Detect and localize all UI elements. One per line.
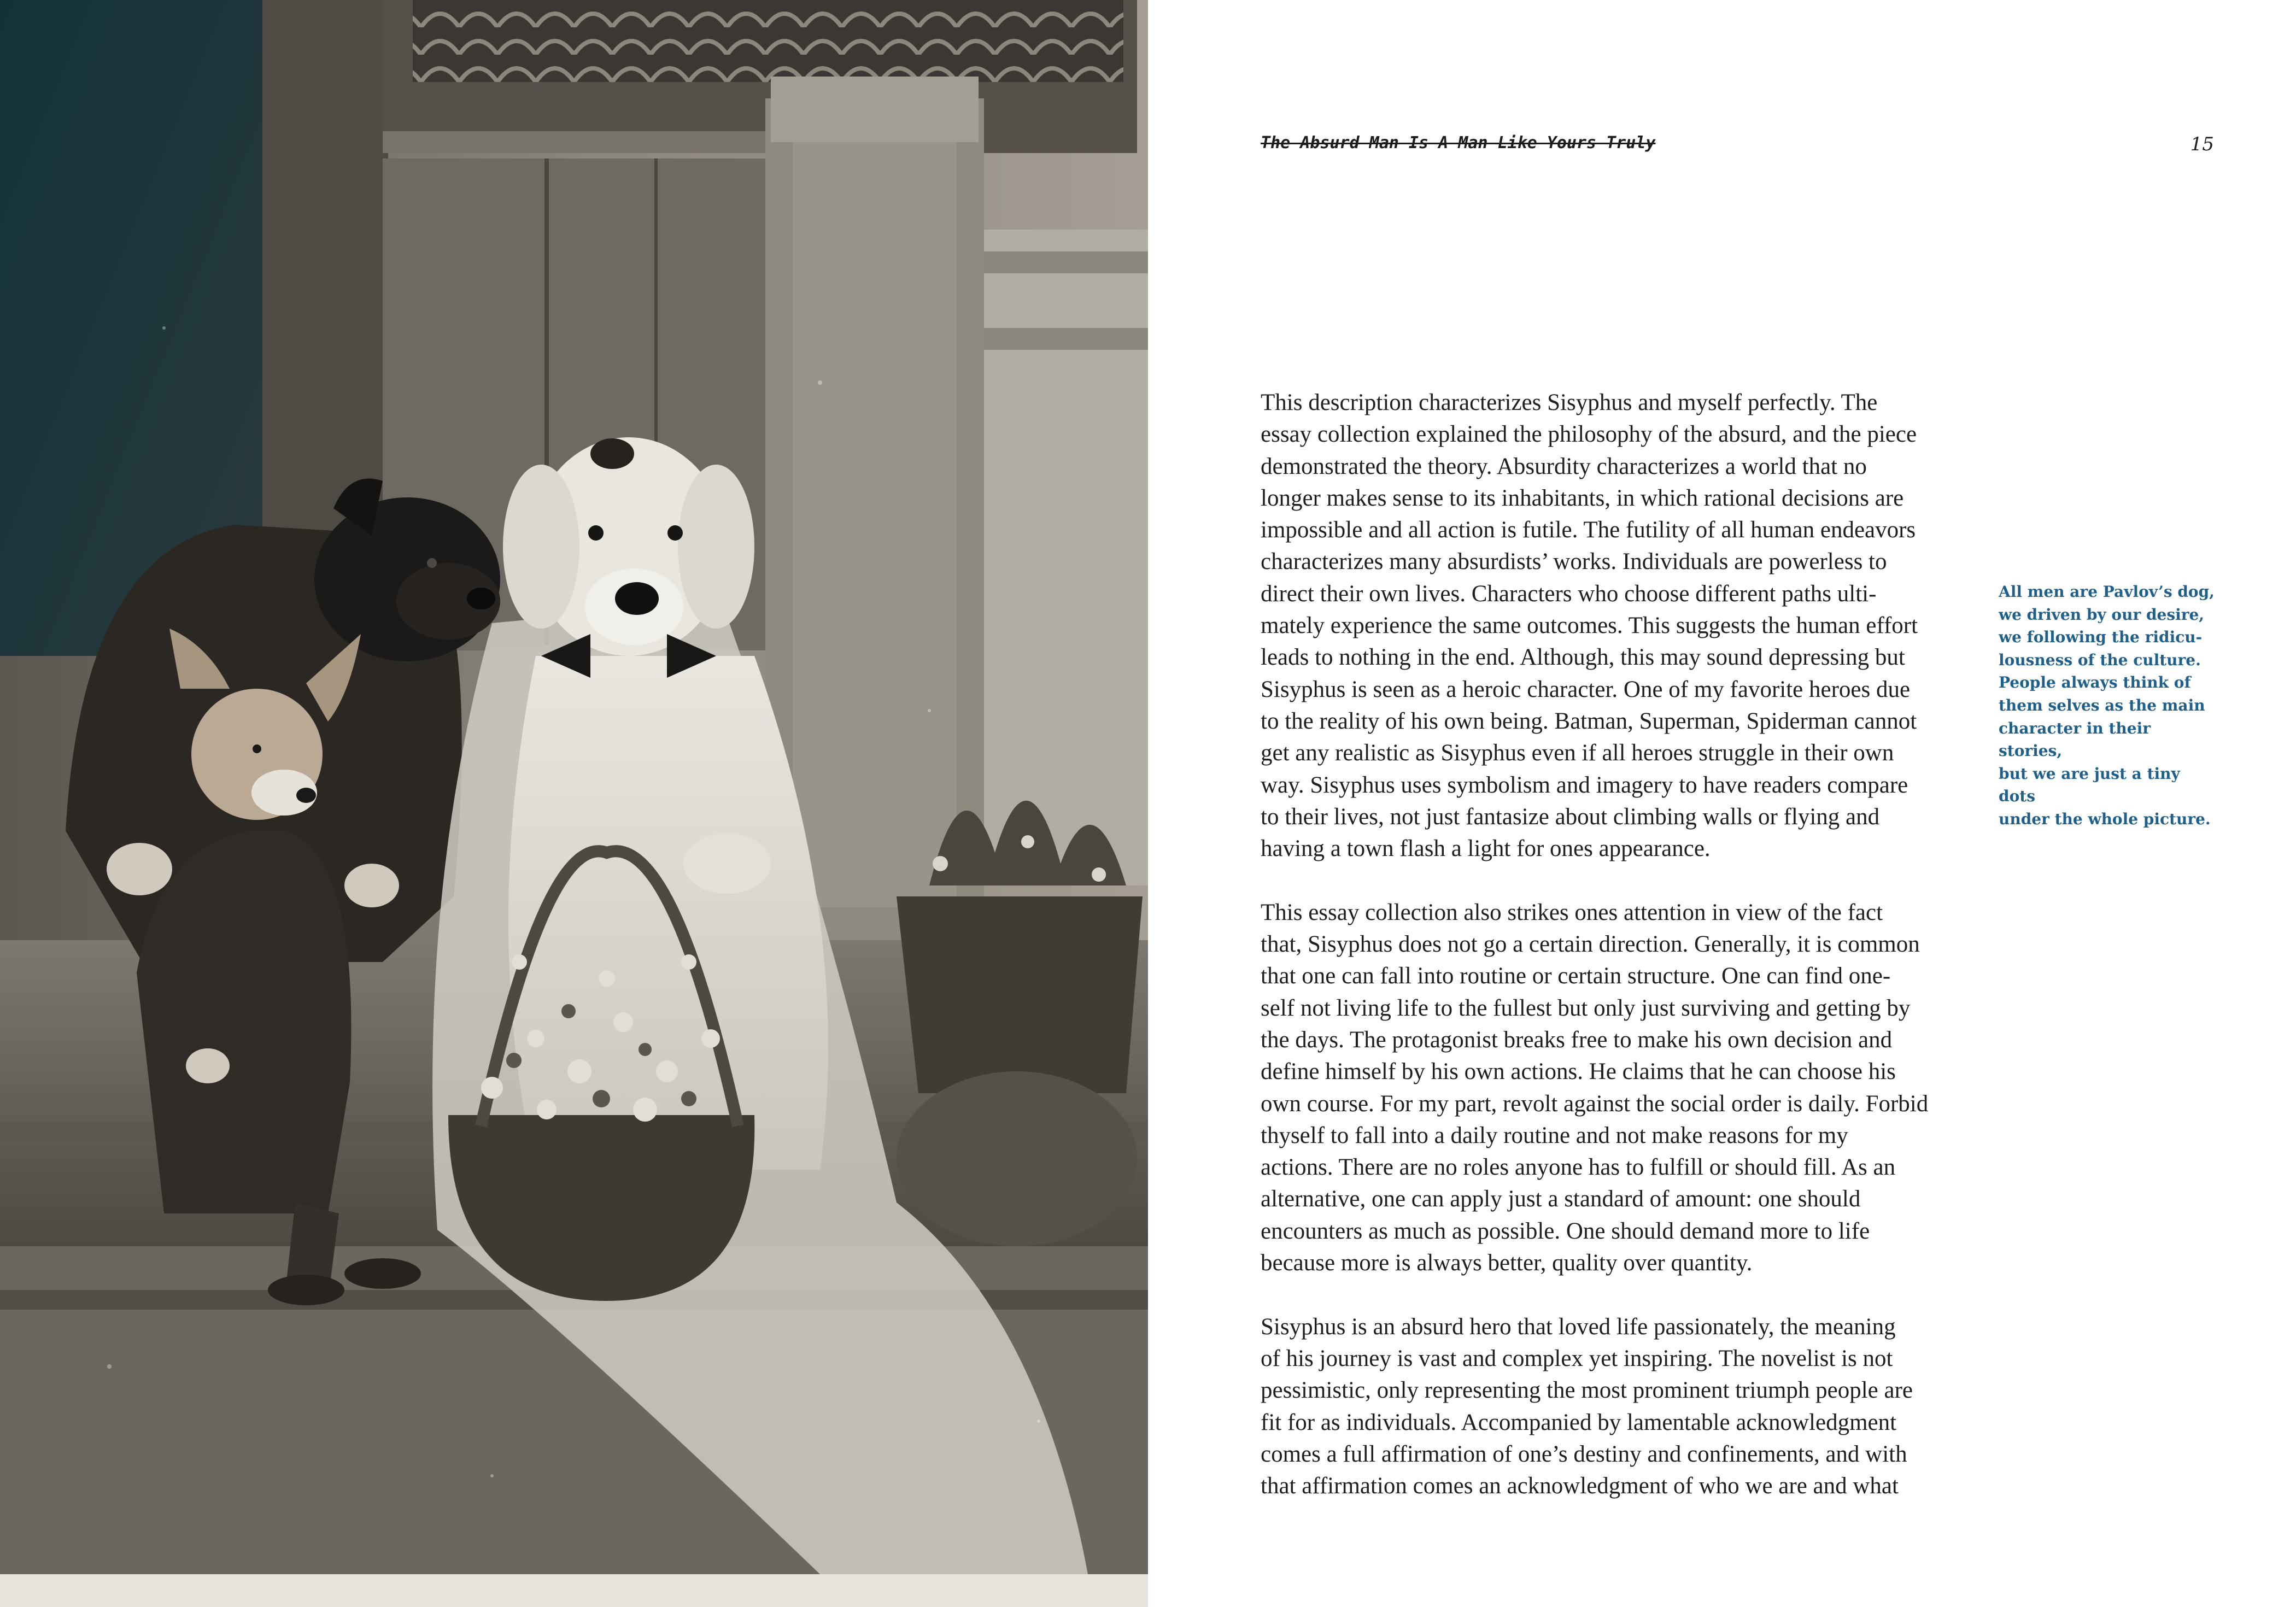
margin-sidenote: All men are Pavlov’s dog, we driven by our desire, we following the ridicu- lousness of the culture. People always think of them selves as the main character in their stories, but we are just a tiny dots under the whole picture.: [1999, 583, 2215, 828]
page-number: 15: [2190, 133, 2214, 155]
paragraph: Sisyphus is an absurd hero that loved life passionately, the meaning of his journey is vast and complex yet inspiring. The novelist is not pessimistic, only representing the most prominent triumph people are fit for as individuals. Accompanied by lamentable acknowledgment comes a full affirmation of one’s destiny and confinements, and with that affirmation comes an acknowledgment of who we are and what: [1261, 1313, 1913, 1499]
paragraph: This description characterizes Sisyphus and myself perfectly. The essay collection explained the philosophy of the absurd, and the piece demonstrated the theory. Absurdity characterizes a world that no longer makes sense to its inhabitants, in which rational decisions are impossible and all action is futile. The futility of all human endeavors characterizes many absurdists’ works. Individuals are powerless to direct their own lives. Characters who choose different paths ulti- mately experience the same outcomes. This suggests the human effort leads to nothing in the end. Although, this may sound depressing but Sisyphus is seen as a heroic character. One of my favorite heroes due to the reality of his own being. Batman, Superman, Spiderman cannot get any realistic as Sisyphus even if all heroes struggle in their own way. Sisyphus uses symbolism and imagery to have readers compare to their lives, not just fantasize about climbing walls or flying and having a town flash a light for ones appearance.: [1261, 390, 1918, 862]
paragraph: This essay collection also strikes ones attention in view of the fact that, Sisyphus does not go a certain direction. Generally, it is common that one can fall into routine or certain structure. One can find one- self not living life to the fullest but only just surviving and getting by the days. The protagonist breaks free to make his own decision and define himself by his own actions. He claims that he can choose his own course. For my part, revolt against the social order is daily. Forbid thyself to fall into a daily routine and not make reasons for my actions. There are no roles anyone has to fulfill or should fill. As an alternative, one can apply just a standard of amount: one should encounters as much as possible. One should demand more to life because more is always better, quality over quantity.: [1261, 899, 1929, 1276]
body-text: [1261, 387, 1982, 1534]
running-head: The Absurd Man Is A Man Like Yours Truly: [1261, 133, 1656, 153]
